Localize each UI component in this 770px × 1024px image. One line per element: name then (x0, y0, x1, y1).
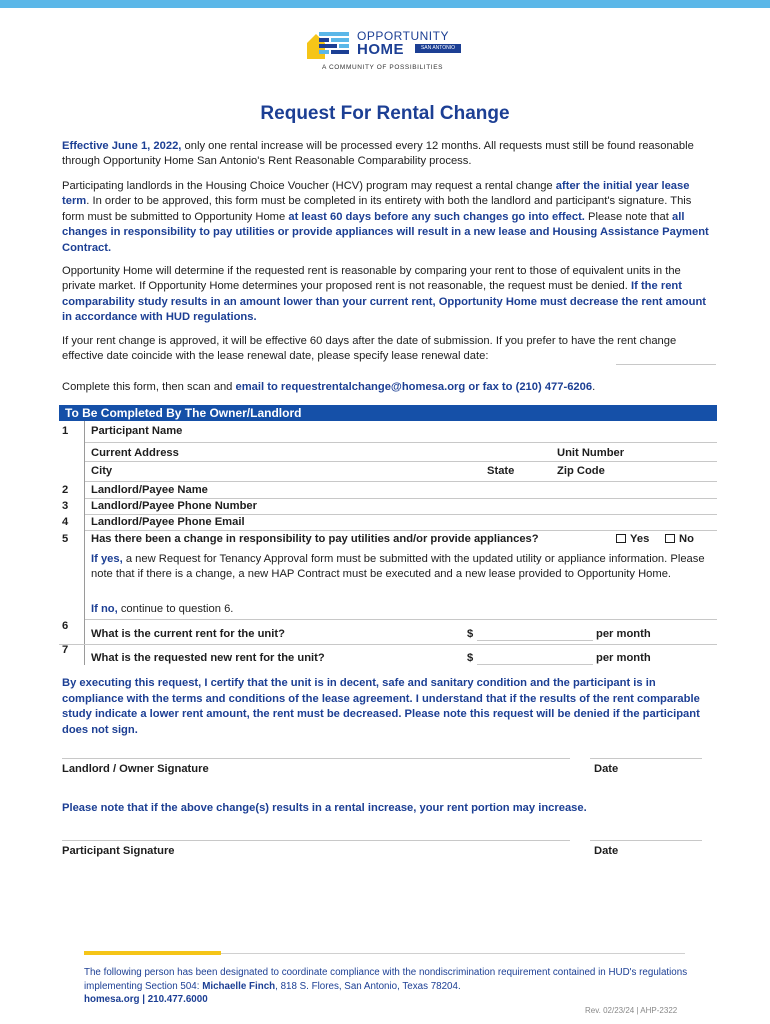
revision-code: Rev. 02/23/24 | AHP-2322 (585, 1006, 678, 1015)
participant-name-field[interactable] (85, 442, 717, 443)
item-number-4: 4 (62, 516, 69, 528)
question-6-divider (59, 644, 717, 645)
logo-tagline: A COMMUNITY OF POSSIBILITIES (322, 64, 444, 71)
rent-portion-note: Please note that if the above change(s) results in a rental increase, your rent portion may increase. (62, 802, 587, 814)
intro-paragraph-3: Opportunity Home will determine if the requested rent is reasonable by comparing your rent to those of equivalent units in the private market. If Opportunity Home determines your proposed rent is not reasonable, the request must be denied. If the rent comparability study results in an amount lower than your current rent, Opportunity Home must decrease the rent amount in accordance with HUD regulations. (62, 265, 707, 324)
city-label: City (91, 465, 113, 477)
participant-date-label: Date (594, 845, 619, 857)
effective-date-text: Effective June 1, 2022, (62, 140, 182, 152)
question-5-label: Has there been a change in responsibility to pay utilities and/or provide appliances? (91, 533, 539, 545)
per-month-label: per month (596, 628, 651, 640)
checkbox-icon (665, 534, 675, 543)
item-number-2: 2 (62, 484, 69, 496)
landlord-signature-field[interactable] (62, 758, 570, 759)
participant-name-label: Participant Name (91, 425, 183, 437)
footer-text: The following person has been designated to coordinate compliance with the nondiscrimination requirement contained in HUD's regulations implementing Section 504: Michaelle Finch, 818 S. Flores, San Antonio, Texas 78204. homesa.org | 210.477.6000 (84, 967, 688, 1005)
question-5-divider (85, 619, 717, 620)
current-address-label: Current Address (91, 447, 179, 459)
payee-phone-label: Landlord/Payee Phone Number (91, 500, 257, 512)
landlord-date-field[interactable] (590, 758, 702, 759)
item-number-6: 6 (62, 620, 69, 632)
question-6-label: What is the current rent for the unit? (91, 628, 285, 640)
address-field[interactable] (85, 461, 717, 462)
zip-code-label: Zip Code (557, 465, 605, 477)
participant-signature-field[interactable] (62, 840, 570, 841)
email-fax-link[interactable]: email to requestrentalchange@homesa.org or fax to (210) 477-6206 (235, 381, 593, 393)
payee-email-label: Landlord/Payee Phone Email (91, 516, 245, 528)
participant-date-field[interactable] (590, 840, 702, 841)
form-left-rule (84, 421, 85, 665)
checkbox-icon (616, 534, 626, 543)
landlord-signature-label: Landlord / Owner Signature (62, 763, 209, 775)
no-checkbox[interactable]: No (665, 533, 694, 545)
city-state-zip-field[interactable] (85, 481, 717, 482)
coordinator-name: Michaelle Finch (202, 980, 276, 992)
landlord-date-label: Date (594, 763, 619, 775)
intro-paragraph-1: Effective June 1, 2022, only one rental increase will be processed every 12 months. All requests must still be found reasonable through Opportunity Home San Antonio's Rent Reasonable Comparability process. (62, 140, 694, 168)
payee-name-field[interactable] (85, 498, 717, 499)
item-number-5: 5 (62, 533, 69, 545)
item-number-1: 1 (62, 425, 69, 437)
payee-phone-field[interactable] (85, 514, 717, 515)
intro-paragraph-4: If your rent change is approved, it will be effective 60 days after the date of submission. If you prefer to have the rent change effective date coincide with the lease renewal date, please specify lease renewal date: (62, 335, 677, 363)
if-yes-instructions: If yes, a new Request for Tenancy Approval form must be submitted with the updated utility or appliance information. Please note that if there is a change, a new HAP Contract must be executed and a new lease provided to Opportunity Home. (91, 553, 705, 581)
yes-checkbox[interactable]: Yes (616, 533, 649, 545)
item-number-7: 7 (62, 644, 69, 656)
item-number-3: 3 (62, 500, 69, 512)
state-label: State (487, 465, 515, 477)
per-month-label: per month (596, 652, 651, 664)
logo-badge: SAN ANTONIO (415, 44, 461, 53)
lease-renewal-date-field[interactable] (616, 364, 716, 365)
if-no-instructions: If no, continue to question 6. (91, 603, 234, 615)
unit-number-label: Unit Number (557, 447, 625, 459)
website-phone[interactable]: homesa.org | 210.477.6000 (84, 994, 208, 1005)
top-accent-bar (0, 0, 770, 8)
question-7-label: What is the requested new rent for the unit? (91, 652, 325, 664)
intro-paragraph-5: Complete this form, then scan and email to requestrentalchange@homesa.org or fax to (210) 477-6206. (62, 381, 596, 393)
requested-rent-field[interactable] (477, 664, 593, 665)
footer-rule (221, 953, 685, 954)
payee-email-field[interactable] (85, 530, 717, 531)
page-title: Request For Rental Change (260, 103, 510, 124)
participant-signature-label: Participant Signature (62, 845, 175, 857)
current-rent-field[interactable] (477, 640, 593, 641)
dollar-sign: $ (467, 628, 474, 640)
logo-word-home: HOME (357, 41, 404, 58)
certification-statement: By executing this request, I certify that the unit is in decent, safe and sanitary condition and the participant is in compliance with the terms and conditions of the lease agreement. I understand that if the results of the rent comparable study indicate a lower rent amount, the rent must be decreased. Please note this request will be denied if the participant does not sign. (62, 677, 700, 736)
intro-paragraph-2: Participating landlords in the Housing Choice Voucher (HCV) program may request a rental change after the initial year lease term. In order to be approved, this form must be completed in its entirety with both the landlord and participant's signature. This form must be submitted to Opportunity Home at least 60 days before any such changes go into effect. Please note that all changes in responsibility to pay utilities or provide appliances will result in a new lease and Housing Assistance Payment Contract. (62, 180, 709, 254)
dollar-sign: $ (467, 652, 474, 664)
payee-name-label: Landlord/Payee Name (91, 484, 208, 496)
section-header: To Be Completed By The Owner/Landlord (59, 405, 717, 421)
footer-accent-bar (84, 951, 221, 955)
logo-word-opportunity: OPPORTUNITY (357, 29, 449, 43)
opportunity-home-logo (307, 27, 467, 75)
house-logo-icon (307, 29, 351, 59)
